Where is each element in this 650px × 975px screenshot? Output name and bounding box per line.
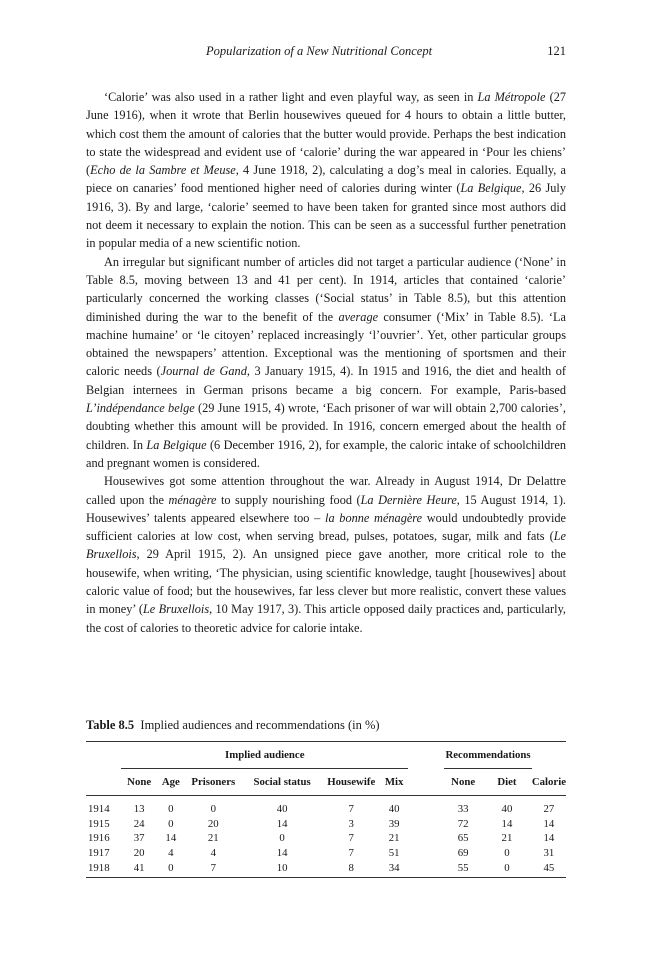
table-cell: 34: [380, 860, 408, 877]
table-cell: 0: [157, 860, 185, 877]
column-header: None: [444, 769, 482, 796]
table-cell: 45: [532, 860, 566, 877]
table-cell: 72: [457, 817, 469, 830]
table-cell: 33: [457, 803, 469, 816]
text-run: , 3 January 1915, 4). In 1915 and 1916, the diet and health of Belgian internees in German prisons became a big concern. For example, Paris-based: [86, 364, 566, 397]
table-cell: 37: [133, 832, 145, 845]
table-cell: 7: [348, 832, 354, 845]
table-row: [86, 796, 566, 817]
table-cell: 0: [279, 832, 285, 845]
column-header: Prisoners: [185, 769, 242, 796]
table-cell: 21: [388, 832, 400, 845]
table-column-header-row: [86, 769, 566, 796]
table-body: [86, 796, 566, 878]
table-row: [86, 846, 566, 861]
table-cell: 10: [242, 860, 322, 877]
table-cell: 14: [165, 832, 177, 845]
table-cell: 0: [168, 803, 174, 816]
table-row: [86, 860, 566, 877]
page-number: 121: [547, 44, 566, 58]
table-cell: 7: [185, 860, 242, 877]
italic-run: ménagère: [168, 492, 217, 507]
text-run: (29 June 1915, 4) wrote, ‘Each prisoner of war will obtain 2,700 calories’, doubting whether this amount will be provided. In 1916, concern emerged about the health of children. In: [86, 401, 566, 452]
row-year: 1916: [88, 832, 110, 845]
text-run: (6 December 1916, 2), for example, the caloric intake of schoolchildren and pregnant women is considered.: [86, 437, 566, 470]
column-header: Calorie: [532, 769, 566, 796]
text-run: , 29 April 1915, 2). An unsigned piece gave another, more critical role to the housewife, when writing, ‘The physician, using scientific knowledge, taught [housewives] about caloric value of food; but the housewives, far less clever but more realistic, convert these values in money’ (: [86, 547, 566, 617]
table-cell: 21: [207, 832, 219, 845]
column-header: Housewife: [322, 769, 380, 796]
table-cell: 40: [501, 803, 513, 816]
text-run: , 26 July 1916, 3). By and large, ‘calorie’ seemed to have been taken for granted since most authors did not deem it necessary to explain the notion. This can be seen as a successful further penetration in popular media of a new scientific notion.: [86, 181, 566, 251]
table-cell: 51: [388, 847, 400, 860]
table-cell: 20: [133, 847, 145, 860]
table-cell: 7: [348, 803, 354, 816]
italic-run: L’indépendance belge: [86, 401, 195, 416]
table-cell: 4: [210, 847, 216, 860]
paragraph: [86, 253, 566, 473]
table-row: [86, 831, 566, 846]
table-cell: 39: [388, 817, 400, 830]
table-cell: 4: [168, 847, 174, 860]
text-run: (27 June 1916), when it wrote that Berlin housewives queued for 4 hours to obtain a little butter, which cost them the amount of calories that the butter would provide. Perhaps the best indication to state the widespread and evident use of ‘calorie’ during the war appeared in ‘Pour les chiens’ (: [86, 90, 566, 178]
table-group-header-row: [86, 742, 566, 769]
table-cell: 14: [543, 832, 555, 845]
table-caption-label: Table 8.5: [86, 718, 135, 732]
table-cell: 31: [543, 847, 555, 860]
running-title: Popularization of a New Nutritional Concept: [206, 44, 433, 58]
group-header-recommendations: Recommendations: [444, 742, 532, 769]
italic-run: Journal de Gand: [160, 364, 247, 379]
row-year: 1917: [88, 847, 110, 860]
text-run: An irregular but significant number of articles did not target a particular audience (‘None’ in Table 8.5, moving between 13 and 41 per cent). In 1914, articles that contained ‘calorie’ particularly concerned the working classes (‘Social status’ in Table 8.5), but this attention diminished during the war to the benefit of the: [86, 254, 566, 324]
text-run: ‘Calorie’ was also used in a rather light and even playful way, as seen in: [104, 90, 478, 104]
data-table: [86, 742, 566, 878]
table-cell: 21: [501, 832, 513, 845]
table-cell: 13: [133, 803, 145, 816]
table-row: [86, 817, 566, 832]
table-cell: 40: [388, 803, 400, 816]
italic-run: Le Bruxellois: [86, 529, 566, 562]
table-cell: 0: [504, 847, 510, 860]
text-run: to supply nourishing food (: [216, 492, 361, 507]
paragraph: [86, 472, 566, 637]
italic-run: La Métropole: [477, 90, 546, 104]
column-header: Mix: [380, 769, 408, 796]
row-year: 1918: [86, 860, 121, 877]
text-run: , 10 May 1917, 3). This article opposed daily practices and, particularly, the cost of calories to theoretic advice for calorie intake.: [86, 602, 566, 635]
italic-run: Echo de la Sambre et Meuse: [90, 163, 236, 178]
italic-run: La Belgique: [460, 181, 522, 196]
italic-run: La Dernière Heure: [360, 492, 457, 507]
table-cell: 27: [543, 803, 555, 816]
italic-run: Le Bruxellois: [142, 602, 210, 617]
column-header: None: [121, 769, 156, 796]
body-text: [86, 88, 566, 637]
table-cell: 3: [348, 817, 354, 830]
table-cell: 14: [543, 817, 555, 830]
table-cell: 14: [276, 847, 288, 860]
table-cell: 69: [457, 847, 469, 860]
table-cell: 0: [210, 803, 216, 816]
table-cell: 0: [482, 860, 532, 877]
text-run: consumer (‘Mix’ in Table 8.5). ‘La machine humaine’ or ‘le citoyen’ replaced increasingly ‘l’ouvrier’. Yet, other particular groups obtained the newspapers’ attention. Exceptional was the mentioning of sportsmen and their caloric needs (: [86, 309, 566, 379]
text-run: , 15 August 1914, 1). Housewives’ talents appeared elsewhere too –: [86, 492, 566, 525]
group-header-implied-audience: Implied audience: [121, 742, 408, 769]
row-year: 1914: [88, 803, 110, 816]
text-run: , 4 June 1918, 2), calculating a dog’s meal in calories. Equally, a piece on canaries’ food mentioned higher need of calories during winter (: [86, 163, 566, 196]
text-run: Housewives got some attention throughout the war. Already in August 1914, Dr Delattre called upon the: [86, 474, 566, 507]
paragraph: [86, 88, 566, 253]
table-cell: 0: [168, 817, 174, 830]
table-cell: 20: [207, 817, 219, 830]
table-cell: 8: [322, 860, 380, 877]
table-caption-text: Implied audiences and recommendations (in %): [134, 718, 380, 732]
row-year: 1915: [88, 817, 110, 830]
table-cell: 55: [444, 860, 482, 877]
column-header: Diet: [482, 769, 532, 796]
table-caption: [86, 718, 566, 733]
italic-run: average: [338, 309, 379, 324]
italic-run: la bonne ménagère: [325, 510, 423, 525]
table-cell: 14: [501, 817, 513, 830]
running-header: [86, 44, 566, 64]
column-header: Age: [157, 769, 185, 796]
italic-run: La Belgique: [146, 437, 207, 452]
table-cell: 7: [348, 847, 354, 860]
table-cell: 24: [133, 817, 145, 830]
text-run: would undoubtedly provide sufficient calories at low cost, when serving bread, pulses, potatoes, sugar, milk and fats (: [86, 510, 566, 544]
table-cell: 40: [276, 803, 288, 816]
column-header: Social status: [242, 769, 322, 796]
table-cell: 41: [121, 860, 156, 877]
table-cell: 14: [276, 817, 288, 830]
table-cell: 65: [457, 832, 469, 845]
